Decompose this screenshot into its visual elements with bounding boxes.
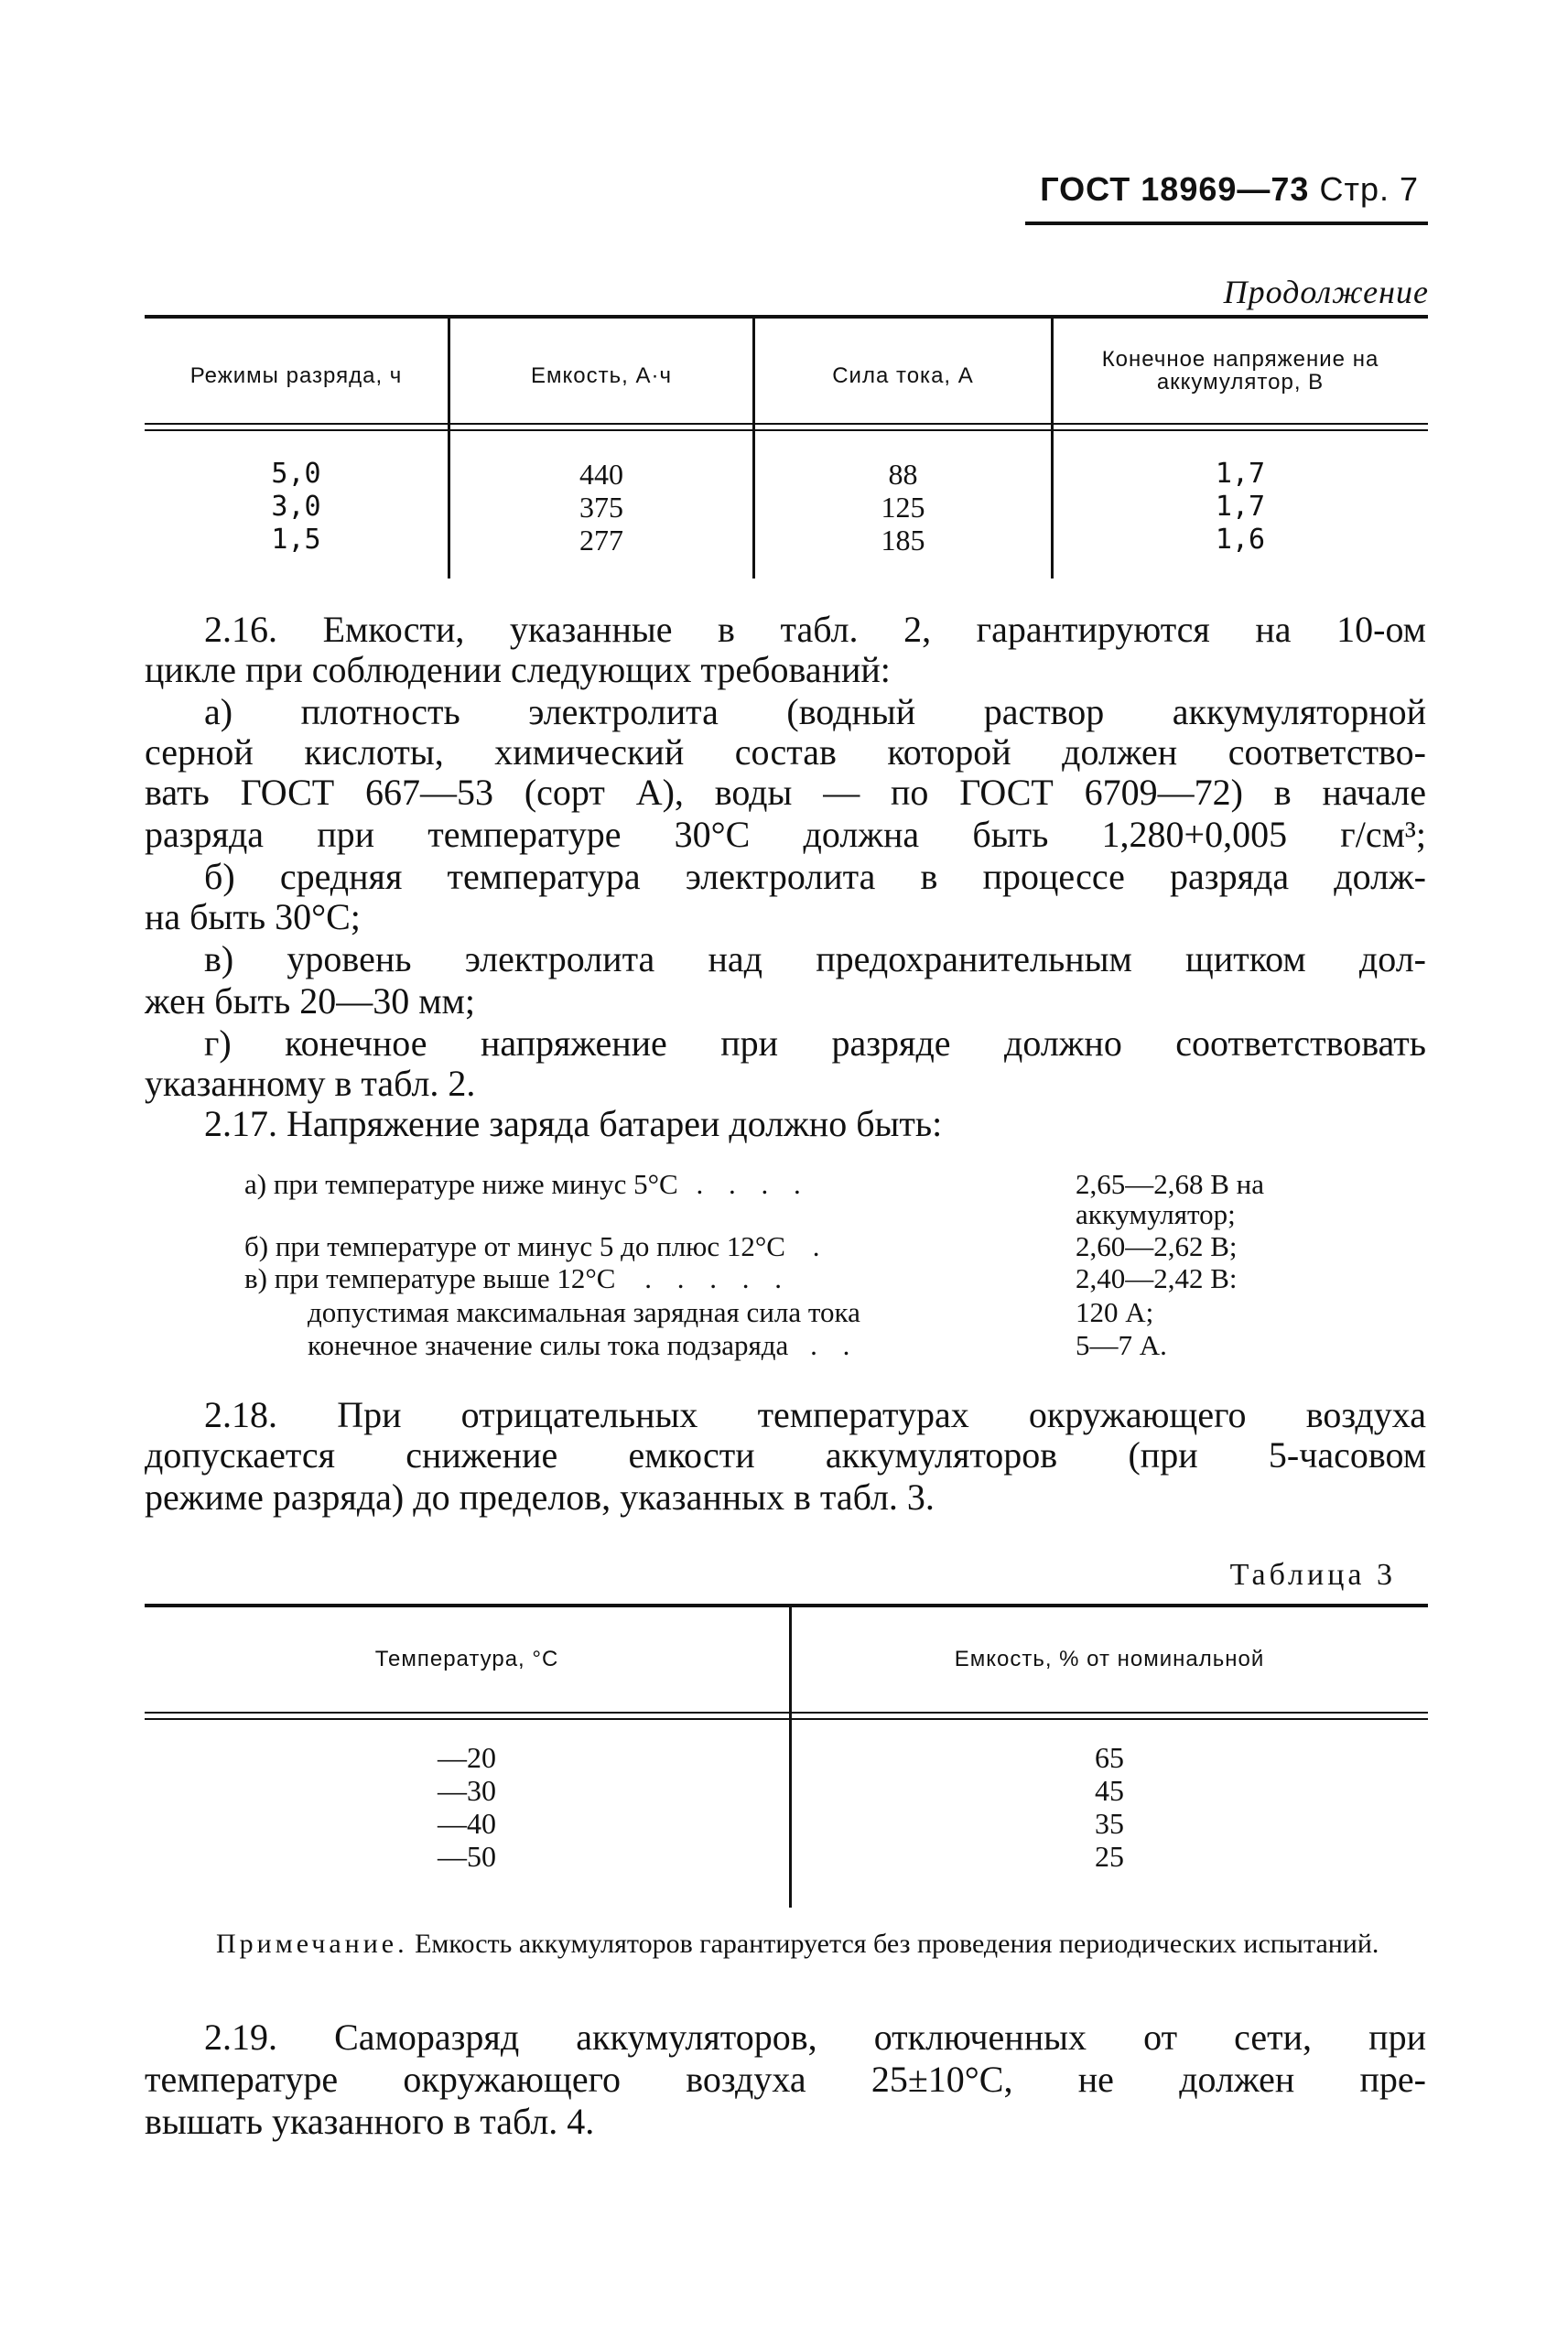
text-line: г) конечное напряжение при разряде должно соответствовать: [204, 1022, 1426, 1064]
table-header-cell: Емкость, % от номинальной: [954, 1647, 1265, 1671]
table-cell: 5,0: [271, 458, 321, 490]
table-header-cell: Сила тока, А: [832, 363, 974, 388]
table-header-cell: Емкость, А·ч: [531, 363, 672, 388]
table-cell: —40: [438, 1807, 496, 1840]
text-line: б) средняя температура электролита в процессе разряда долж-: [204, 856, 1426, 897]
text-line: 2.16. Емкости, указанные в табл. 2, гарантируются на 10-ом: [204, 609, 1426, 650]
text-line: допускается снижение емкости аккумуляторов (при 5-часовом: [145, 1434, 1426, 1476]
list-item-value: аккумулятор;: [1076, 1198, 1236, 1230]
continuation-label: Продолжение: [1223, 274, 1429, 310]
list-item: [244, 1262, 791, 1294]
table-cell: —30: [438, 1774, 496, 1807]
table-cell: 277: [579, 524, 623, 557]
table-header-cell: Режимы разряда, ч: [189, 363, 403, 388]
table-cell: 1,7: [1215, 458, 1266, 490]
standard-number: ГОСТ 18969—73: [1040, 170, 1310, 208]
table-cell: 1,5: [271, 524, 321, 556]
text-line: 2.18. При отрицательных температурах окружающего воздуха: [204, 1394, 1426, 1435]
text-line: вать ГОСТ 667—53 (сорт А), воды — по ГОСТ 6709—72) в начале: [145, 772, 1426, 813]
table-header-cell: Конечное напряжение на аккумулятор, В: [1101, 347, 1379, 395]
table-header-rule: [145, 423, 1428, 431]
dot-leader: . . . . .: [644, 1262, 791, 1294]
text-line: разряда при температуре 30°С должна быть 1,280+0,005 г/см³;: [145, 814, 1426, 855]
table-cell: 125: [881, 491, 925, 524]
header-rule: [1025, 222, 1428, 225]
text-line: температуре окружающего воздуха 25±10°С, не должен пре-: [145, 2059, 1426, 2100]
list-item: [244, 1168, 810, 1200]
dot-leader: . . . .: [696, 1168, 810, 1200]
list-item-value: 2,60—2,62 В;: [1076, 1230, 1238, 1262]
list-item-label: а) при температуре ниже минус 5°С: [244, 1168, 678, 1200]
text-line: в) уровень электролита над предохранительным щитком дол-: [204, 938, 1426, 979]
table-header-cell: Температура, °С: [374, 1647, 559, 1671]
table-cell: 375: [579, 491, 623, 524]
note-text: Емкость аккумуляторов гарантируется без проведения периодических испытаний.: [415, 1929, 1379, 1959]
list-item-label: в) при температуре выше 12°С: [244, 1262, 616, 1294]
table-cell: 3,0: [271, 491, 321, 523]
page-number: Стр. 7: [1319, 170, 1419, 208]
text-line: а) плотность электролита (водный раствор аккумуляторной: [204, 691, 1426, 732]
list-item-value: 120 А;: [1076, 1296, 1154, 1328]
table-cell: 440: [579, 458, 623, 491]
text-line: режиме разряда) до пределов, указанных в табл. 3.: [145, 1476, 935, 1518]
table-cell: 25: [1095, 1840, 1124, 1873]
table-top-rule: [145, 315, 1428, 319]
table-column: [450, 458, 752, 557]
paragraph-2-17-title: 2.17. Напряжение заряда батареи должно быть:: [204, 1103, 943, 1144]
table-note: [145, 1928, 1426, 1961]
list-item-label: допустимая максимальная зарядная сила тока: [308, 1296, 860, 1328]
text-line: серной кислоты, химический состав которой должен соответство-: [145, 731, 1426, 773]
table-cell: 65: [1095, 1741, 1124, 1774]
text-line: цикле при соблюдении следующих требований:: [145, 649, 891, 690]
page-header: [1025, 170, 1428, 236]
table-top-rule: [145, 1604, 1428, 1607]
list-item-value: 2,40—2,42 В:: [1076, 1262, 1238, 1294]
table-column: [145, 458, 448, 557]
table-cell: 1,6: [1215, 524, 1266, 556]
list-item: [308, 1329, 859, 1361]
text-line: на быть 30°С;: [145, 896, 361, 937]
table-title: Таблица 3: [1229, 1558, 1396, 1592]
table-cell: —50: [438, 1840, 496, 1873]
list-item: [244, 1230, 819, 1262]
table-header-rule: [145, 1712, 1428, 1720]
text-line: жен быть 20—30 мм;: [145, 980, 475, 1022]
text-line: указанному в табл. 2.: [145, 1063, 476, 1104]
list-item-label: конечное значение силы тока подзаряда: [308, 1329, 789, 1361]
list-item: [308, 1296, 860, 1328]
list-item-value: 2,65—2,68 В на: [1076, 1168, 1265, 1200]
dot-leader: . .: [810, 1329, 860, 1361]
table-cell: 1,7: [1215, 491, 1266, 523]
table-column: [145, 1741, 789, 1873]
list-item-value: 5—7 А.: [1076, 1329, 1167, 1361]
table-cell: 45: [1095, 1774, 1124, 1807]
note-label: Примечание.: [216, 1929, 408, 1959]
table-cell: 185: [881, 524, 925, 557]
table-cell: 35: [1095, 1807, 1124, 1840]
text-line: 2.19. Саморазряд аккумуляторов, отключенных от сети, при: [204, 2017, 1426, 2058]
table-column: [755, 458, 1051, 557]
list-item-label: б) при температуре от минус 5 до плюс 12°С: [244, 1230, 785, 1262]
dot-leader: .: [812, 1230, 820, 1262]
table-column: [1054, 458, 1427, 557]
text-line: вышать указанного в табл. 4.: [145, 2101, 595, 2142]
table-column: [792, 1741, 1427, 1873]
header-text: [1040, 170, 1419, 209]
table-cell: 88: [888, 458, 918, 491]
table-cell: —20: [438, 1741, 496, 1774]
